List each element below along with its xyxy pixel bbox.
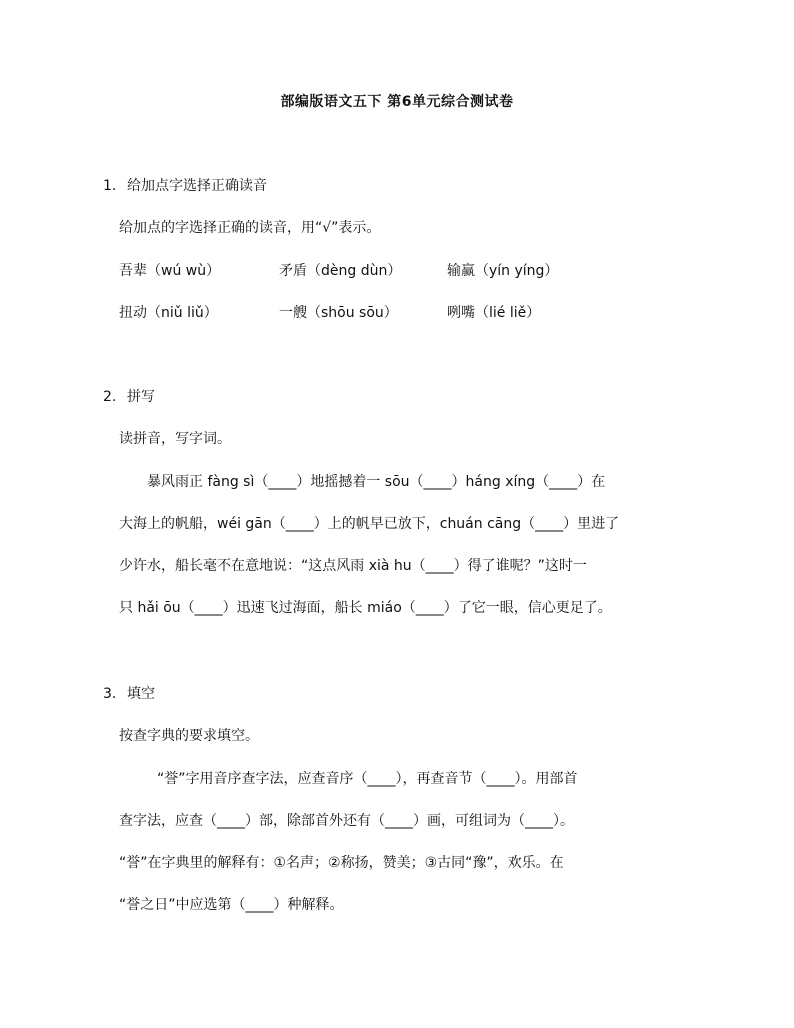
word-item: 吾辈（wú wù） (119, 263, 221, 279)
paragraph-line: 少许水，船长毫不在意地说：“这点风雨 xià hu（____）得了谁呢？”这时一 (119, 558, 587, 574)
section-3-instruction: 按查字典的要求填空。 (119, 728, 259, 744)
paragraph-line: “誉”在字典里的解释有：①名声；②称扬，赞美；③古同“豫”，欢乐。在 (119, 855, 564, 871)
section-number: 2. (103, 389, 117, 405)
word-item: 一艘（shōu sōu） (279, 305, 398, 321)
section-2-heading (103, 386, 155, 406)
section-title: 拼写 (127, 389, 155, 405)
paragraph-line: “誉”字用音序查字法，应查音序（____），再查音节（____）。用部首 (157, 771, 578, 787)
section-title: 给加点字选择正确读音 (127, 178, 267, 194)
word-item: 矛盾（dèng dùn） (279, 263, 402, 279)
section-2-instruction: 读拼音，写字词。 (119, 431, 231, 447)
section-title: 填空 (127, 686, 155, 702)
word-item: 输赢（yín yíng） (447, 263, 559, 279)
word-item: 咧嘴（lié liě） (447, 305, 541, 321)
section-1-instruction: 给加点的字选择正确的读音，用“√”表示。 (119, 220, 381, 236)
paragraph-line: 查字法，应查（____）部，除部首外还有（____）画，可组词为（____）。 (119, 813, 574, 829)
section-3-heading (103, 683, 155, 703)
section-number: 1. (103, 178, 117, 194)
word-item: 扭动（niǔ liǔ） (119, 305, 218, 321)
section-number: 3. (103, 686, 117, 702)
paragraph-line: “誉之日”中应选第（____）种解释。 (119, 897, 344, 913)
paragraph-line: 只 hǎi ōu（____）迅速飞过海面，船长 miáo（____）了它一眼，信心更足了。 (119, 600, 612, 616)
document-title: 部编版语文五下 第6单元综合测试卷 (280, 94, 514, 110)
paragraph-line: 暴风雨正 fàng sì（____）地摇撼着一 sōu（____）háng xíng（____）在 (147, 474, 606, 490)
section-1-heading (103, 175, 267, 195)
paragraph-line: 大海上的帆船，wéi gān（____）上的帆早已放下，chuán cāng（____）里进了 (119, 516, 620, 532)
